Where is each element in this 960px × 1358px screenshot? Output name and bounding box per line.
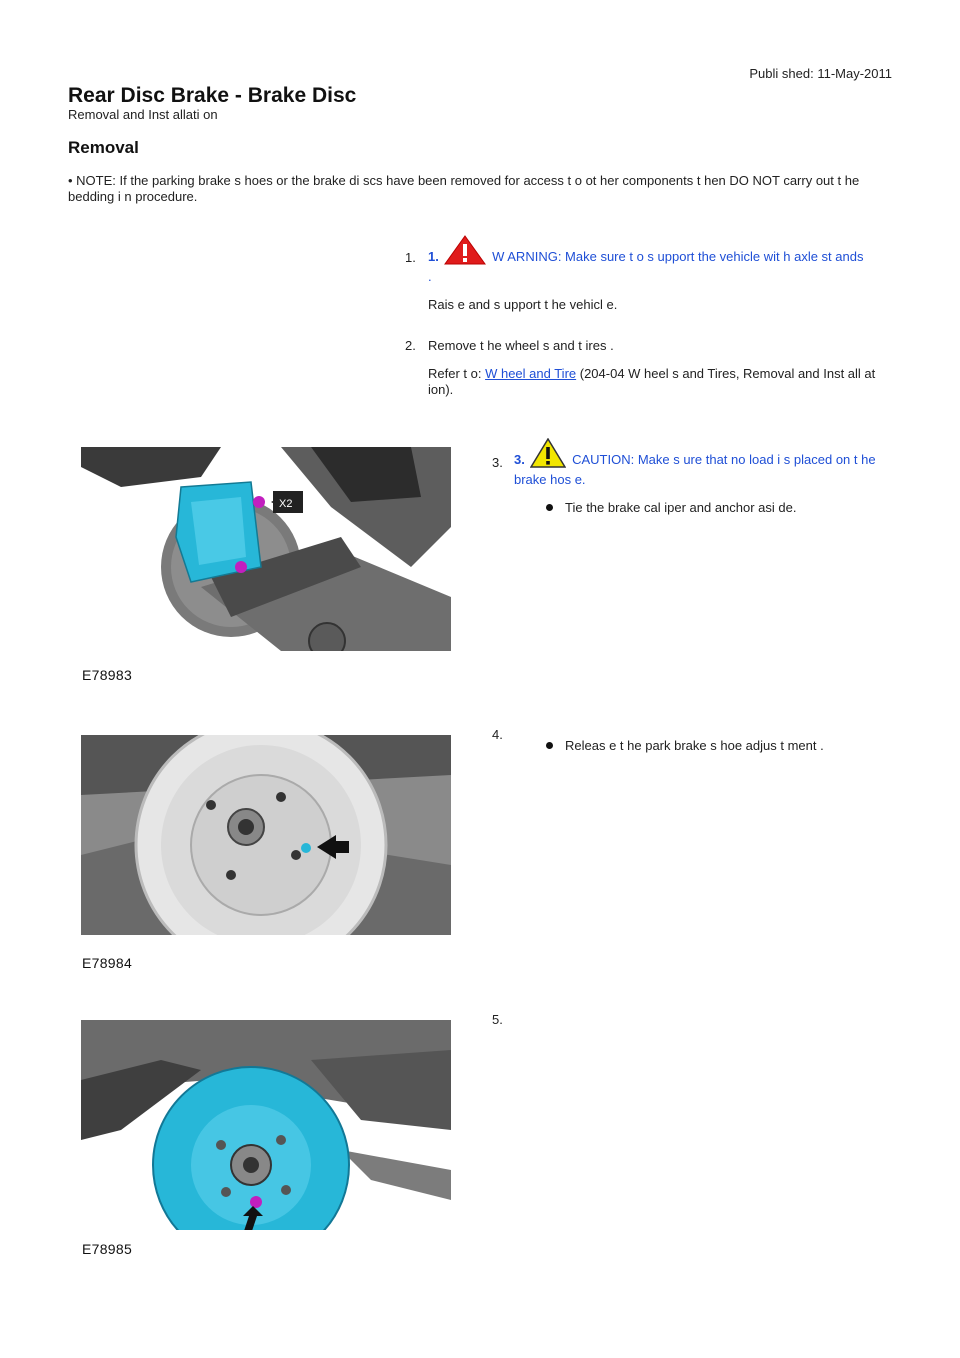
figure-label-e78984: E78984 xyxy=(82,955,133,971)
page-subtitle: Removal and Inst allati on xyxy=(68,107,218,122)
figure-label-e78985: E78985 xyxy=(82,1241,133,1257)
refer-suffix: (204-04 W heel s and Tires, Removal and Inst all at ion). xyxy=(428,366,876,397)
step-1-body: Rais e and s upport t he vehicl e. xyxy=(428,297,618,312)
figure-park-brake-image xyxy=(81,735,451,935)
step-3-bullet xyxy=(514,500,884,516)
step-1-number: 1. xyxy=(405,250,416,265)
bullet-dot xyxy=(546,504,553,511)
step-3-number: 3. xyxy=(492,455,503,470)
bullet-dot xyxy=(546,742,553,749)
step-2-body: Remove t he wheel s and t ires . xyxy=(428,338,614,353)
step-1-warning-text: W ARNING: Make sure t o s upport the vehicle wit h axle st ands . xyxy=(428,249,864,284)
section-heading-removal: Removal xyxy=(68,138,139,157)
callout-x2: X2 xyxy=(279,498,293,510)
page-title: Rear Disc Brake - Brake Disc xyxy=(68,84,357,107)
step-4-bullet-text: Releas e t he park brake s hoe adjus t ment . xyxy=(565,738,824,753)
step-3-label: 3. xyxy=(514,452,525,467)
published-date: Publi shed: 11-May-2011 xyxy=(749,66,892,81)
step-1-block xyxy=(428,235,868,313)
step-3-caution-text: CAUTION: Make s ure that no load i s placed on t he brake hos e. xyxy=(514,452,876,487)
step-4-bullet xyxy=(546,738,886,754)
step-4-number: 4. xyxy=(492,727,503,742)
step-5-number: 5. xyxy=(492,1012,503,1027)
step-3-block xyxy=(514,438,884,516)
figure-brake-disc-image xyxy=(81,1020,451,1230)
step-1-label: 1. xyxy=(428,249,439,264)
note-text: • NOTE: If the parking brake s hoes or the brake di scs have been removed for access t o ot her components t hen DO NOT carry out t he bedding i n procedure. xyxy=(68,173,860,204)
wheel-and-tire-link[interactable]: W heel and Tire xyxy=(485,366,577,381)
refer-prefix: Refer t o: xyxy=(428,366,486,381)
caution-yellow-icon xyxy=(530,438,566,472)
step-2-refer xyxy=(428,366,878,398)
step-2-block xyxy=(428,338,878,398)
step-3-bullet-text: Tie the brake cal iper and anchor asi de. xyxy=(565,500,797,515)
figure-label-e78983: E78983 xyxy=(82,667,133,683)
step-2-number: 2. xyxy=(405,338,416,353)
figure-caliper-image xyxy=(81,447,451,651)
warning-red-icon xyxy=(444,235,486,269)
